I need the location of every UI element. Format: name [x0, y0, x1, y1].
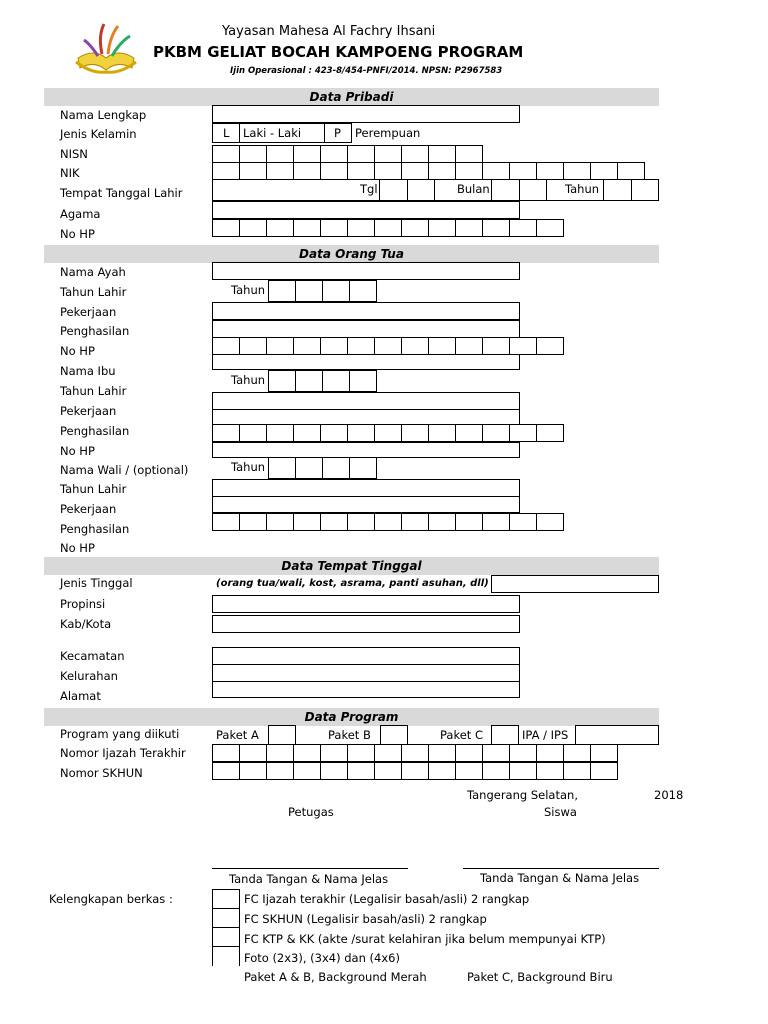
- label-religion: Agama: [60, 207, 101, 221]
- village-field[interactable]: [212, 664, 520, 682]
- checklist-box-2[interactable]: [212, 908, 240, 928]
- officer-sign-caption: Tanda Tangan & Nama Jelas: [229, 872, 389, 886]
- checklist-box-1[interactable]: [212, 889, 240, 909]
- district-field[interactable]: [212, 647, 520, 665]
- guardian-tahun-label: Tahun: [231, 460, 266, 474]
- gender-p-code: P: [334, 126, 341, 140]
- photo-note-left: Paket A & B, Background Merah: [244, 970, 427, 984]
- checklist-item-2: FC SKHUN (Legalisir basah/asli) 2 rangkap: [244, 912, 487, 926]
- pkbm-logo: [74, 18, 138, 76]
- ipa-ips-field[interactable]: [575, 725, 659, 745]
- label-city: Kab/Kota: [60, 617, 112, 631]
- address-field[interactable]: [212, 681, 520, 698]
- label-father-phone: No HP: [60, 344, 95, 358]
- section-parents: Data Orang Tua: [44, 245, 659, 263]
- signature-year: 2018: [654, 788, 684, 802]
- mother-income-field[interactable]: [212, 409, 520, 425]
- paket-b-label: Paket B: [328, 728, 371, 742]
- label-address: Alamat: [60, 689, 101, 703]
- checklist-item-3: FC KTP & KK (akte /surat kelahiran jika belum mempunyai KTP): [244, 932, 606, 946]
- ijazah-grid[interactable]: [212, 744, 618, 762]
- birth-tahun-label: Tahun: [565, 182, 600, 196]
- label-father-name: Nama Ayah: [60, 265, 126, 279]
- student-sign-line: [463, 868, 659, 869]
- birth-tgl-label: Tgl: [360, 182, 378, 196]
- label-skhun: Nomor SKHUN: [60, 766, 143, 780]
- religion-field[interactable]: [212, 201, 520, 219]
- officer-sign-line: [212, 868, 408, 869]
- foundation-name: Yayasan Mahesa Al Fachry Ihsani: [222, 24, 436, 39]
- guardian-phone-grid[interactable]: [212, 513, 564, 531]
- paket-a-checkbox[interactable]: [268, 725, 296, 745]
- nik-grid[interactable]: [212, 162, 645, 180]
- permit-info: Ijin Operasional : 423-8/454-PNFI/2014. NPSN: P2967583: [230, 66, 503, 76]
- checklist-box-4[interactable]: [212, 946, 240, 966]
- gender-p-label: Perempuan: [355, 126, 421, 140]
- paket-b-checkbox[interactable]: [380, 725, 408, 745]
- mother-year-grid[interactable]: [268, 370, 377, 392]
- guardian-name-field[interactable]: [212, 442, 520, 458]
- label-nik: NIK: [60, 166, 80, 180]
- signature-officer: Petugas: [288, 805, 334, 819]
- section-residence: Data Tempat Tinggal: [44, 557, 659, 575]
- label-program: Program yang diikuti: [60, 727, 180, 741]
- student-sign-caption: Tanda Tangan & Nama Jelas: [480, 871, 640, 885]
- paket-c-label: Paket C: [440, 728, 483, 742]
- father-job-field[interactable]: [212, 302, 520, 320]
- phone-grid[interactable]: [212, 219, 564, 237]
- label-residence-type: Jenis Tinggal: [60, 576, 133, 590]
- birth-place-field[interactable]: [212, 179, 380, 201]
- label-guardian-name: Nama Wali / (optional): [60, 463, 189, 477]
- gender-l-label: Laki - Laki: [243, 126, 302, 140]
- section-personal: Data Pribadi: [44, 88, 659, 106]
- label-father-income: Penghasilan: [60, 324, 130, 338]
- checklist-label: Kelengkapan berkas :: [49, 892, 173, 906]
- label-phone: No HP: [60, 227, 95, 241]
- label-guardian-phone: No HP: [60, 541, 95, 555]
- birth-year-divider: [631, 179, 632, 201]
- label-father-birth-year: Tahun Lahir: [60, 285, 127, 299]
- label-district: Kecamatan: [60, 649, 125, 663]
- checklist-item-4: Foto (2x3), (3x4) dan (4x6): [244, 951, 400, 965]
- birth-month-divider: [519, 179, 520, 201]
- gender-l-code: L: [223, 126, 230, 140]
- section-program: Data Program: [44, 708, 659, 726]
- father-income-field[interactable]: [212, 320, 520, 338]
- full-name-field[interactable]: [212, 105, 520, 123]
- label-mother-income: Penghasilan: [60, 424, 130, 438]
- paket-c-checkbox[interactable]: [491, 725, 519, 745]
- checklist-box-3[interactable]: [212, 927, 240, 947]
- guardian-income-field[interactable]: [212, 496, 520, 513]
- guardian-job-field[interactable]: [212, 479, 520, 497]
- paket-a-label: Paket A: [216, 728, 259, 742]
- photo-note-right: Paket C, Background Biru: [467, 970, 613, 984]
- father-year-grid[interactable]: [268, 280, 377, 302]
- mother-name-field[interactable]: [212, 354, 520, 370]
- father-name-field[interactable]: [212, 262, 520, 280]
- label-ijazah: Nomor Ijazah Terakhir: [60, 746, 186, 760]
- birth-day-divider: [407, 179, 408, 201]
- label-nisn: NISN: [60, 147, 88, 161]
- label-guardian-job: Pekerjaan: [60, 502, 117, 516]
- province-field[interactable]: [212, 595, 520, 613]
- label-birth: Tempat Tanggal Lahir: [60, 186, 183, 200]
- label-mother-name: Nama Ibu: [60, 364, 116, 378]
- label-father-job: Pekerjaan: [60, 305, 117, 319]
- checklist-item-1: FC Ijazah terakhir (Legalisir basah/asli) 2 rangkap: [244, 892, 530, 906]
- father-tahun-label: Tahun: [231, 283, 266, 297]
- birth-bulan-label: Bulan: [457, 182, 490, 196]
- label-mother-birth-year: Tahun Lahir: [60, 384, 127, 398]
- ipa-ips-label: IPA / IPS: [522, 728, 569, 742]
- signature-place: Tangerang Selatan,: [467, 788, 578, 802]
- residence-type-field[interactable]: [491, 575, 659, 593]
- label-guardian-birth-year: Tahun Lahir: [60, 482, 127, 496]
- father-phone-grid[interactable]: [212, 337, 564, 355]
- page-title: PKBM GELIAT BOCAH KAMPOENG PROGRAM: [153, 43, 524, 61]
- label-village: Kelurahan: [60, 669, 118, 683]
- city-field[interactable]: [212, 615, 520, 633]
- nisn-grid[interactable]: [212, 145, 483, 163]
- signature-student: Siswa: [544, 805, 577, 819]
- residence-type-hint: (orang tua/wali, kost, asrama, panti asuhan, dll): [216, 578, 489, 589]
- label-guardian-income: Penghasilan: [60, 522, 130, 536]
- label-mother-job: Pekerjaan: [60, 404, 117, 418]
- label-gender: Jenis Kelamin: [60, 127, 137, 141]
- label-mother-phone: No HP: [60, 444, 95, 458]
- guardian-year-grid[interactable]: [268, 457, 377, 479]
- label-province: Propinsi: [60, 597, 106, 611]
- skhun-grid[interactable]: [212, 762, 618, 780]
- label-full-name: Nama Lengkap: [60, 108, 147, 122]
- mother-tahun-label: Tahun: [231, 373, 266, 387]
- mother-phone-grid[interactable]: [212, 424, 564, 442]
- mother-job-field[interactable]: [212, 392, 520, 410]
